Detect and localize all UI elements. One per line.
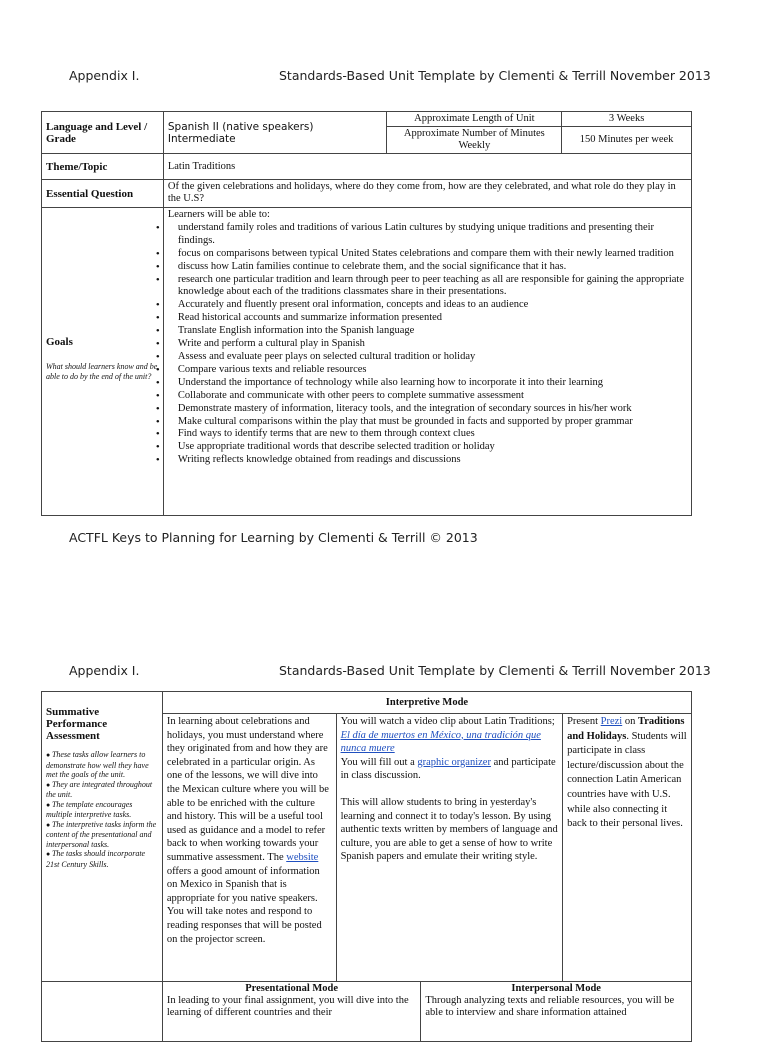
summative-note: ● These tasks allow learners to demonstrate how well they have met the goals of the unit. xyxy=(46,750,158,780)
goal-item: • Make cultural comparisons within the play that must be grounded in facts and supported by proper grammar xyxy=(178,416,687,429)
summative-note: ● The tasks should incorporate 21st Century Skills. xyxy=(46,849,158,869)
summative-note: ● The template encourages multiple interpretive tasks. xyxy=(46,800,158,820)
theme-label: Theme/Topic xyxy=(42,154,164,180)
interpretive-col2 xyxy=(336,714,563,982)
website-link[interactable]: website xyxy=(286,851,319,863)
col3-text-b: on xyxy=(622,716,638,727)
language-value-line1: Spanish II (native speakers) xyxy=(167,120,314,133)
page1-header-left: Appendix I. xyxy=(69,68,140,83)
goals-cell xyxy=(163,208,691,516)
summative-label: Summative Performance Assessment xyxy=(46,706,108,742)
video-link[interactable]: El día de muertos en México, una tradición que nunca muere xyxy=(340,729,541,755)
goal-item: • Writing reflects knowledge obtained from readings and discussions xyxy=(178,454,687,467)
goal-item: • Translate English information into the Spanish language xyxy=(178,325,687,338)
goals-list xyxy=(168,222,687,467)
col3-text-a: Present xyxy=(567,716,601,727)
goal-item: • focus on comparisons between typical United States celebrations and compare them with their newly learned tradition xyxy=(178,248,687,261)
col1-text-after: offers a good amount of information on Mexico in Spanish that is appropriate for you native speakers. You will take notes and respond to reading responses that will be posted on the projector screen. xyxy=(166,865,322,945)
col2-text-b: You will fill out a xyxy=(340,756,418,768)
page1-footer: ACTFL Keys to Planning for Learning by Clementi & Terrill © 2013 xyxy=(69,530,478,545)
col3-bold: Traditions and Holidays xyxy=(567,716,685,742)
page1-header-right: Standards-Based Unit Template by Clementi & Terrill November 2013 xyxy=(279,68,711,83)
presentational-text: In leading to your final assignment, you will dive into the learning of different countries and their xyxy=(166,995,409,1018)
goal-item: • discuss how Latin families continue to celebrate them, and the social significance that it has. xyxy=(178,261,687,274)
prezi-link[interactable]: Prezi xyxy=(600,716,623,727)
interpersonal-cell xyxy=(421,982,692,1042)
goal-item: • Read historical accounts and summarize information presented xyxy=(178,312,687,325)
page2-header-left: Appendix I. xyxy=(69,663,140,678)
presentational-title: Presentational Mode xyxy=(245,983,339,994)
length-label: Approximate Length of Unit xyxy=(387,112,562,127)
minutes-label: Approximate Number of Minutes Weekly xyxy=(387,127,562,154)
summative-cell xyxy=(42,692,163,982)
presentational-cell xyxy=(162,982,421,1042)
col2-text-c: and participate in class discussion. xyxy=(340,756,556,782)
goal-item: • Compare various texts and reliable resources xyxy=(178,364,687,377)
col3-text-c: . Students will participate in class lecture/discussion about the connection Latin American countries have with U.S. while also connecting it back to their personal lives. xyxy=(567,730,687,830)
goal-item: • Collaborate and communicate with other peers to complete summative assessment xyxy=(178,390,687,403)
minutes-value: 150 Minutes per week xyxy=(562,127,692,154)
summative-note: ● They are integrated throughout the unit. xyxy=(46,780,158,800)
theme-value: Latin Traditions xyxy=(163,154,691,180)
goal-item: • Demonstrate mastery of information, literacy tools, and the integration of secondary sources in his/her work xyxy=(178,403,687,416)
goal-item: • Find ways to identify terms that are new to them through context clues xyxy=(178,428,687,441)
length-value: 3 Weeks xyxy=(562,112,692,127)
col1-text-before: In learning about celebrations and holidays, you must understand where they originated from and how they are celebrated in a particular origin. As one of the lessons, we will dive into the Mexican culture where you will be able to be enriched with the culture and history. This will be a useful tool used as guidance and a model to refer back to when working towards your summative assessment. The xyxy=(166,716,329,863)
goal-item: • research one particular tradition and learn through peer to peer teaching as all are responsible for gaining the appropriate knowledge about each of the traditions classmates share in their presentations. xyxy=(178,274,687,300)
goal-item: • Accurately and fluently present oral information, concepts and ideas to an audience xyxy=(178,299,687,312)
assessment-table xyxy=(41,691,692,1042)
goal-item: • Understand the importance of technology while also learning how to incorporate it into their learning xyxy=(178,377,687,390)
summative-note: ● The interpretive tasks inform the content of the presentational and interpersonal tasks. xyxy=(46,820,158,850)
language-value xyxy=(163,112,387,154)
goals-note: What should learners know and be able to do by the end of the unit? xyxy=(46,362,158,381)
goal-item: • Write and perform a cultural play in Spanish xyxy=(178,338,687,351)
goal-item: • Assess and evaluate peer plays on selected cultural tradition or holiday xyxy=(178,351,687,364)
interpersonal-title: Interpersonal Mode xyxy=(511,983,601,994)
unit-table xyxy=(41,111,692,516)
summative-notes xyxy=(46,750,158,869)
col2-paragraph2: This will allow students to bring in yesterday's learning and connect it to today's lesson. By using authentic texts written by members of language and culture, you are able to get a sense of how to write Spanish papers and emulate their writing style. xyxy=(340,796,558,863)
goal-item: • understand family roles and traditions of various Latin cultures by studying unique traditions and presenting their findings. xyxy=(178,222,687,248)
page2-header-right: Standards-Based Unit Template by Clementi & Terrill November 2013 xyxy=(279,663,711,678)
essential-question-value: Of the given celebrations and holidays, where do they come from, how are they celebrated, and what role do they play in the U.S? xyxy=(163,180,691,208)
interpretive-col1 xyxy=(162,714,336,982)
goals-intro: Learners will be able to: xyxy=(167,209,270,220)
interpersonal-text: Through analyzing texts and reliable resources, you will be able to interview and share information attained xyxy=(425,995,675,1018)
col2-text-a: You will watch a video clip about Latin Traditions; xyxy=(340,716,555,727)
graphic-organizer-link[interactable]: graphic organizer xyxy=(417,756,491,768)
essential-question-label: Essential Question xyxy=(42,180,164,208)
language-label: Language and Level / Grade xyxy=(42,112,164,154)
interpretive-title: Interpretive Mode xyxy=(162,692,691,714)
language-value-line2: Intermediate xyxy=(167,132,236,145)
interpretive-col3 xyxy=(563,714,692,982)
goals-label: Goals xyxy=(46,336,73,348)
goal-item: • Use appropriate traditional words that describe selected tradition or holiday xyxy=(178,441,687,454)
goals-label-cell xyxy=(42,208,164,516)
